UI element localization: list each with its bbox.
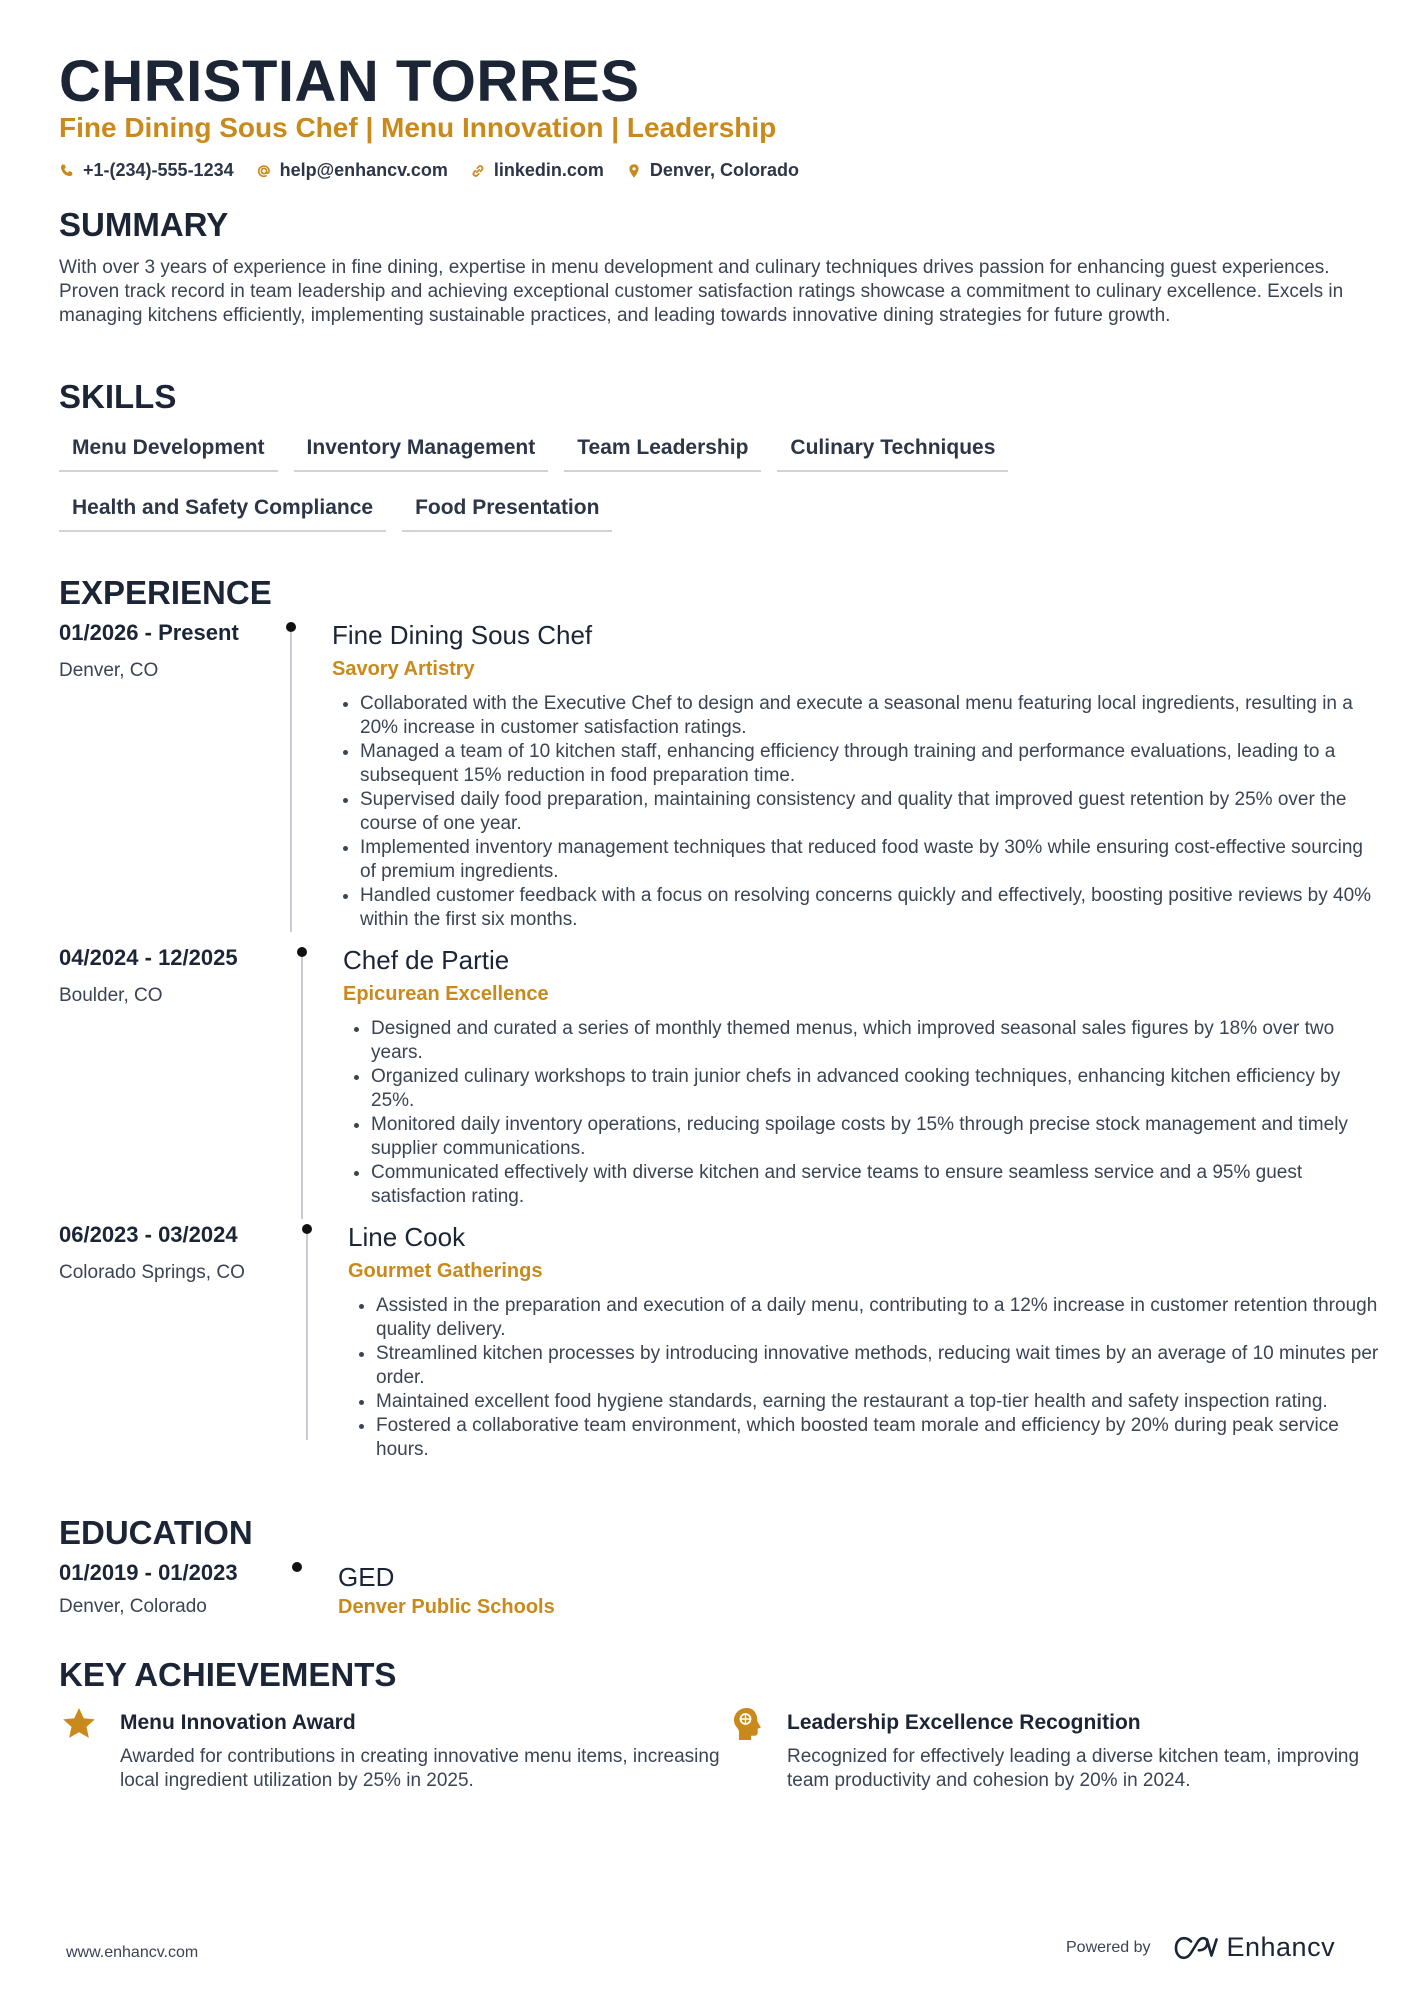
candidate-headline: Fine Dining Sous Chef | Menu Innovation | Leadership [59,112,777,143]
bullet-item: • Communicated effectively with diverse kitchen and service teams to ensure seamless service and a 95% guest satisfaction rating. [371,1161,1381,1209]
bullet-item: • Collaborated with the Executive Chef to design and execute a seasonal menu featuring local ingredients, resulting in a 20% increase in customer satisfaction ratings. [360,692,1380,740]
achievements-heading: KEY ACHIEVEMENTS [59,1656,397,1693]
experience-bullets [348,1294,1386,1462]
bullet-item: • Managed a team of 10 kitchen staff, enhancing efficiency through training and performance evaluations, leading to a subsequent 15% reduction in food preparation time. [360,740,1380,788]
contact-phone[interactable] [59,160,234,181]
experience-company: Epicurean Excellence [343,983,549,1005]
powered-by-text: Powered by [1066,1938,1151,1956]
education-date: 01/2019 - 01/2023 [59,1560,238,1585]
bullet-item: • Designed and curated a series of monthly themed menus, which improved seasonal sales figures by 18% over two years. [371,1017,1381,1065]
experience-location: Colorado Springs, CO [59,1262,245,1283]
phone-icon [59,163,75,179]
contact-phone-text: +1-(234)-555-1234 [83,160,234,180]
bullet-item: • Handled customer feedback with a focus on resolving concerns quickly and effectively, boosting positive reviews by 40% within the first six months. [360,884,1380,932]
skill-tag: Health and Safety Compliance [59,496,386,532]
bullet-item: • Maintained excellent food hygiene standards, earning the restaurant a top-tier health and safety inspection rating. [376,1390,1386,1414]
footer-website[interactable]: www.enhancv.com [66,1944,199,1961]
star-icon [60,1705,98,1743]
enhancv-logo-icon [1173,1935,1219,1961]
skill-tag: Team Leadership [564,436,761,472]
experience-location: Boulder, CO [59,985,163,1006]
timeline-line [306,1234,308,1440]
candidate-name: CHRISTIAN TORRES [59,49,640,114]
contact-location-text: Denver, Colorado [649,160,799,180]
contact-location [626,160,799,181]
achievement-title: Leadership Excellence Recognition [787,1711,1141,1734]
experience-role: Line Cook [348,1222,466,1252]
timeline-dot [302,1224,312,1234]
experience-role: Fine Dining Sous Chef [332,620,593,650]
experience-heading: EXPERIENCE [59,574,272,611]
education-heading: EDUCATION [59,1514,253,1551]
experience-date: 01/2026 - Present [59,620,239,645]
skill-tag: Culinary Techniques [777,436,1008,472]
enhancv-logo-text: Enhancv [1226,1932,1336,1962]
experience-date: 04/2024 - 12/2025 [59,945,238,970]
contact-email-text: help@enhancv.com [279,160,448,180]
contact-email[interactable] [256,160,448,181]
education-school: Denver Public Schools [338,1596,555,1618]
timeline-dot [292,1562,302,1572]
skill-tag: Menu Development [59,436,278,472]
skills-row-2 [59,496,612,532]
contact-linkedin[interactable] [470,160,604,181]
skills-heading: SKILLS [59,378,177,415]
bullet-item: • Streamlined kitchen processes by introducing innovative methods, reducing wait times by an average of 10 minutes per order. [376,1342,1386,1390]
head-brain-icon [727,1705,765,1743]
summary-heading: SUMMARY [59,206,229,243]
timeline-line [290,632,292,932]
footer-branding [1066,1932,1335,1963]
at-icon [256,163,272,179]
experience-location: Denver, CO [59,660,159,681]
bullet-item: • Implemented inventory management techniques that reduced food waste by 30% while ensuring cost-effective sourcing of premium ingredients. [360,836,1380,884]
link-icon [470,163,486,179]
experience-company: Savory Artistry [332,658,475,680]
experience-date: 06/2023 - 03/2024 [59,1222,238,1247]
contact-linkedin-text: linkedin.com [493,160,604,180]
achievement-title: Menu Innovation Award [120,1711,356,1734]
skill-tag: Inventory Management [294,436,549,472]
bullet-item: • Assisted in the preparation and execution of a daily menu, contributing to a 12% increase in customer retention through quality delivery. [376,1294,1386,1342]
bullet-item: • Supervised daily food preparation, maintaining consistency and quality that improved guest retention by 25% over the course of one year. [360,788,1380,836]
achievement-description: Awarded for contributions in creating innovative menu items, increasing local ingredient utilization by 25% in 2025. [120,1746,720,1791]
timeline-dot [286,622,296,632]
education-degree: GED [338,1562,395,1592]
experience-bullets [343,1017,1381,1209]
achievement-description: Recognized for effectively leading a diverse kitchen team, improving team productivity and cohesion by 20% in 2024. [787,1746,1360,1791]
experience-company: Gourmet Gatherings [348,1260,543,1282]
bullet-item: • Organized culinary workshops to train junior chefs in advanced cooking techniques, enhancing kitchen efficiency by 25%. [371,1065,1381,1113]
timeline-line [301,957,303,1219]
enhancv-logo[interactable] [1173,1932,1336,1963]
skill-tag: Food Presentation [402,496,612,532]
experience-bullets [332,692,1380,932]
bullet-item: • Monitored daily inventory operations, reducing spoilage costs by 15% through precise stock management and timely supplier communications. [371,1113,1381,1161]
bullet-item: • Fostered a collaborative team environment, which boosted team morale and efficiency by 20% during peak service hours. [376,1414,1386,1462]
contact-bar [59,160,799,181]
map-pin-icon [626,163,642,179]
summary-text: With over 3 years of experience in fine dining, expertise in menu development and culinary techniques drives passion for enhancing guest experiences. Proven track record in team leadership and achieving exceptional customer satisfaction ratings showcase a commitment to culinary excellence. Excels in managing kitchens efficiently, implementing sustainable practices, and leading towards innovative dining strategies for future growth. [59,257,1344,326]
experience-role: Chef de Partie [343,945,510,975]
skills-row-1 [59,436,1008,472]
timeline-dot [297,947,307,957]
education-location: Denver, Colorado [59,1596,207,1617]
